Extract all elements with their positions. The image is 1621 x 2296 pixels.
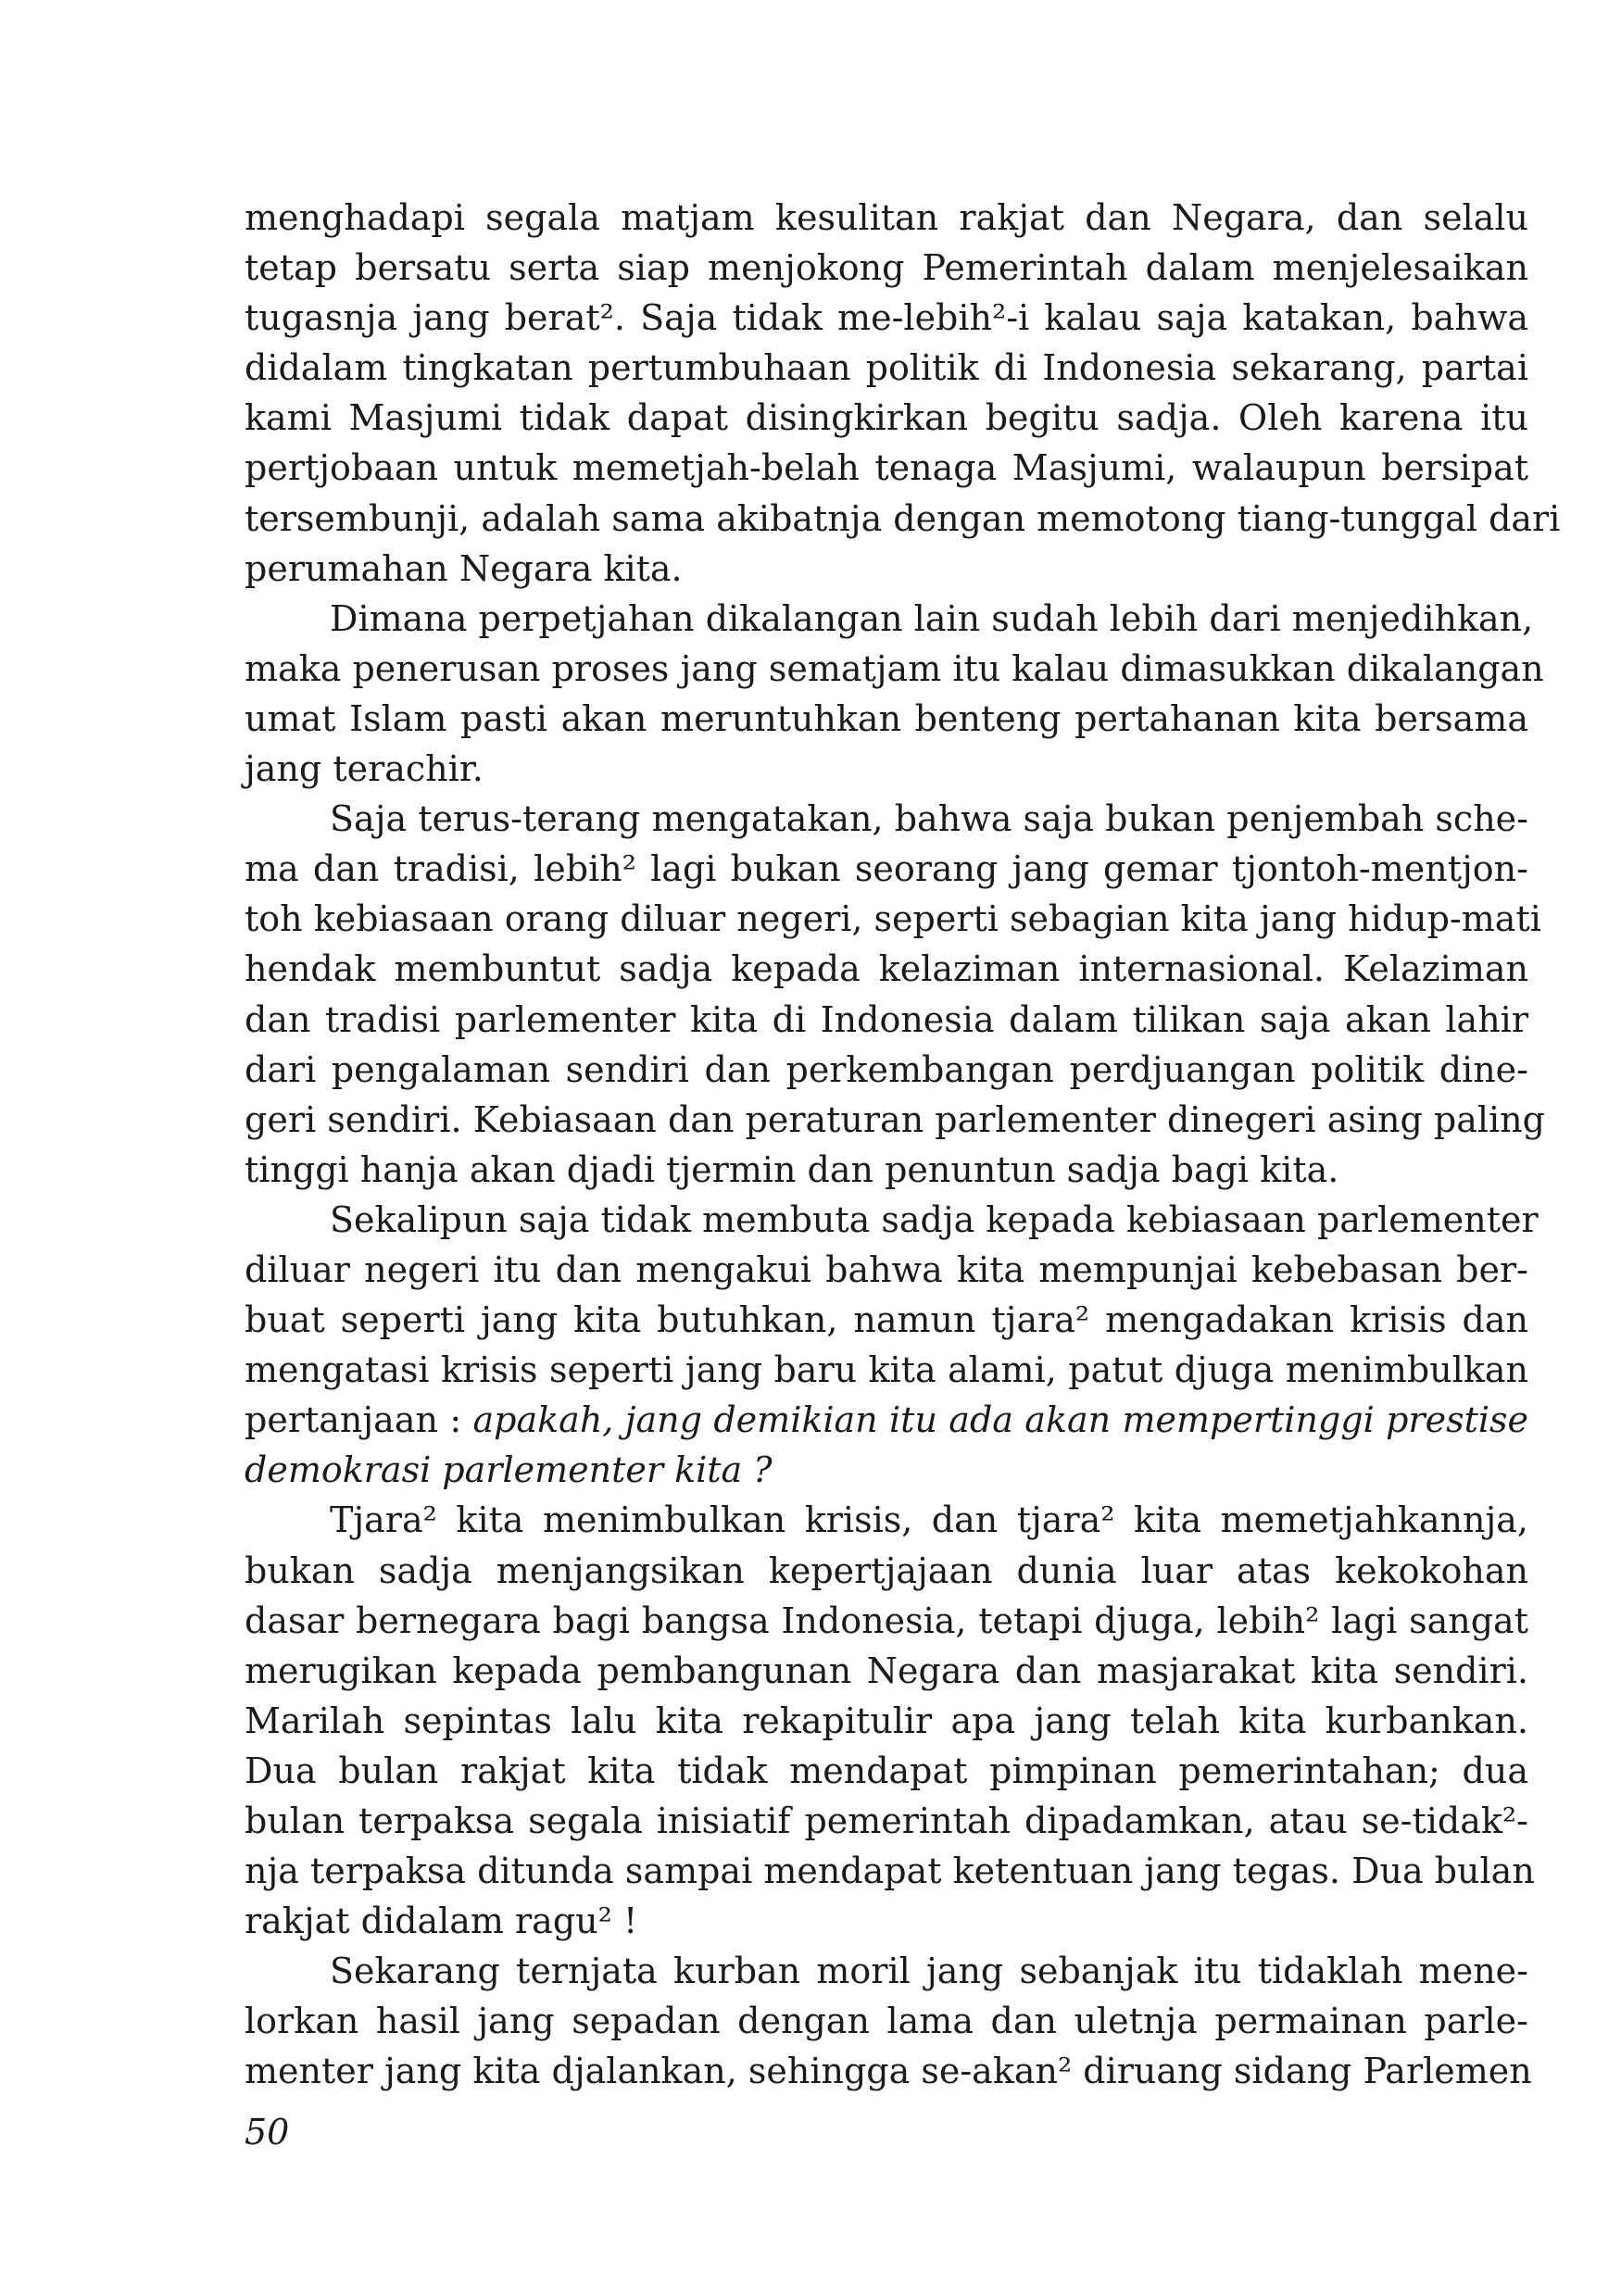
text-line: dan tradisi parlementer kita di Indonesia dalam tilikan saja akan lahir [245, 998, 1528, 1040]
text-line: Dimana perpetjahan dikalangan lain sudah lebih dari menjedihkan, [330, 597, 1534, 639]
body-text [245, 193, 1561, 2097]
text-line [245, 1395, 1528, 1445]
text-line: dasar bernegara bagi bangsa Indonesia, tetapi djuga, lebih² lagi sangat [245, 1600, 1528, 1641]
text-segment: pertanjaan : [245, 1399, 462, 1441]
text-line: bulan terpaksa segala inisiatif pemerintah dipadamkan, atau se-tidak²- [245, 1800, 1528, 1841]
italic-text-segment: apakah, jang demikian itu ada akan mempertinggi prestise [472, 1399, 1528, 1441]
text-line: umat Islam pasti akan meruntuhkan benteng pertahanan kita bersama [245, 697, 1528, 739]
text-line: toh kebiasaan orang diluar negeri, seperti sebagian kita jang hidup-mati [245, 898, 1541, 940]
text-line: lorkan hasil jang sepadan dengan lama dan uletnja permainan parle- [245, 2001, 1528, 2042]
text-line: bukan sadja menjangsikan kepertjajaan dunia luar atas kekokohan [245, 1549, 1528, 1591]
text-line: hendak membuntut sadja kepada kelaziman internasional. Kelaziman [245, 948, 1528, 990]
text-line: dari pengalaman sendiri dan perkembangan perdjuangan politik dine- [245, 1048, 1528, 1090]
text-line: maka penerusan proses jang sematjam itu kalau dimasukkan dikalangan [245, 647, 1544, 689]
text-line: Marilah sepintas lalu kita rekapitulir apa jang telah kita kurbankan. [245, 1700, 1528, 1741]
text-line: menter jang kita djalankan, sehingga se-akan² diruang sidang Parlemen [245, 2051, 1532, 2092]
page-number: 50 [245, 2112, 290, 2152]
text-line: Saja terus-terang mengatakan, bahwa saja bukan penjembah sche- [330, 798, 1528, 840]
text-line: Sekalipun saja tidak membuta sadja kepada kebiasaan parlementer [330, 1198, 1539, 1240]
text-line: perumahan Negara kita. [245, 547, 683, 589]
text-line: merugikan kepada pembangunan Negara dan masjarakat kita sendiri. [245, 1650, 1528, 1691]
text-line: geri sendiri. Kebiasaan dan peraturan parlementer dinegeri asing paling [245, 1098, 1545, 1140]
text-line: diluar negeri itu dan mengakui bahwa kita mempunjai kebebasan ber- [245, 1248, 1528, 1290]
text-line: demokrasi parlementer kita ? [245, 1449, 773, 1491]
text-line: kami Masjumi tidak dapat disingkirkan begitu sadja. Oleh karena itu [245, 397, 1528, 439]
text-line: tinggi hanja akan djadi tjermin dan penuntun sadja bagi kita. [245, 1148, 1339, 1190]
text-line: tetap bersatu serta siap menjokong Pemerintah dalam menjelesaikan [245, 247, 1528, 289]
text-line: jang terachir. [245, 748, 484, 790]
text-line: buat seperti jang kita butuhkan, namun tjara² mengadakan krisis dan [245, 1299, 1528, 1341]
text-line: nja terpaksa ditunda sampai mendapat ketentuan jang tegas. Dua bulan [245, 1851, 1535, 1892]
text-line: ma dan tradisi, lebih² lagi bukan seorang jang gemar tjontoh-mentjon- [245, 848, 1528, 890]
text-line: mengatasi krisis seperti jang baru kita alami, patut djuga menimbulkan [245, 1349, 1528, 1391]
text-line: Sekarang ternjata kurban moril jang sebanjak itu tidaklah mene- [330, 1951, 1528, 1992]
text-line: didalam tingkatan pertumbuhaan politik di Indonesia sekarang, partai [245, 347, 1528, 389]
text-line: rakjat didalam ragu² ! [245, 1901, 638, 1942]
text-line: Dua bulan rakjat kita tidak mendapat pimpinan pemerintahan; dua [245, 1750, 1528, 1791]
text-line: menghadapi segala matjam kesulitan rakjat dan Negara, dan selalu [245, 197, 1528, 238]
text-line: Tjara² kita menimbulkan krisis, dan tjara² kita memetjahkannja, [330, 1499, 1528, 1541]
text-line: tugasnja jang berat². Saja tidak me-lebih²-i kalau saja katakan, bahwa [245, 297, 1528, 339]
text-line: pertjobaan untuk memetjah-belah tenaga Masjumi, walaupun bersipat [245, 447, 1528, 489]
text-line: tersembunji, adalah sama akibatnja dengan memotong tiang-tunggal dari [245, 497, 1561, 539]
